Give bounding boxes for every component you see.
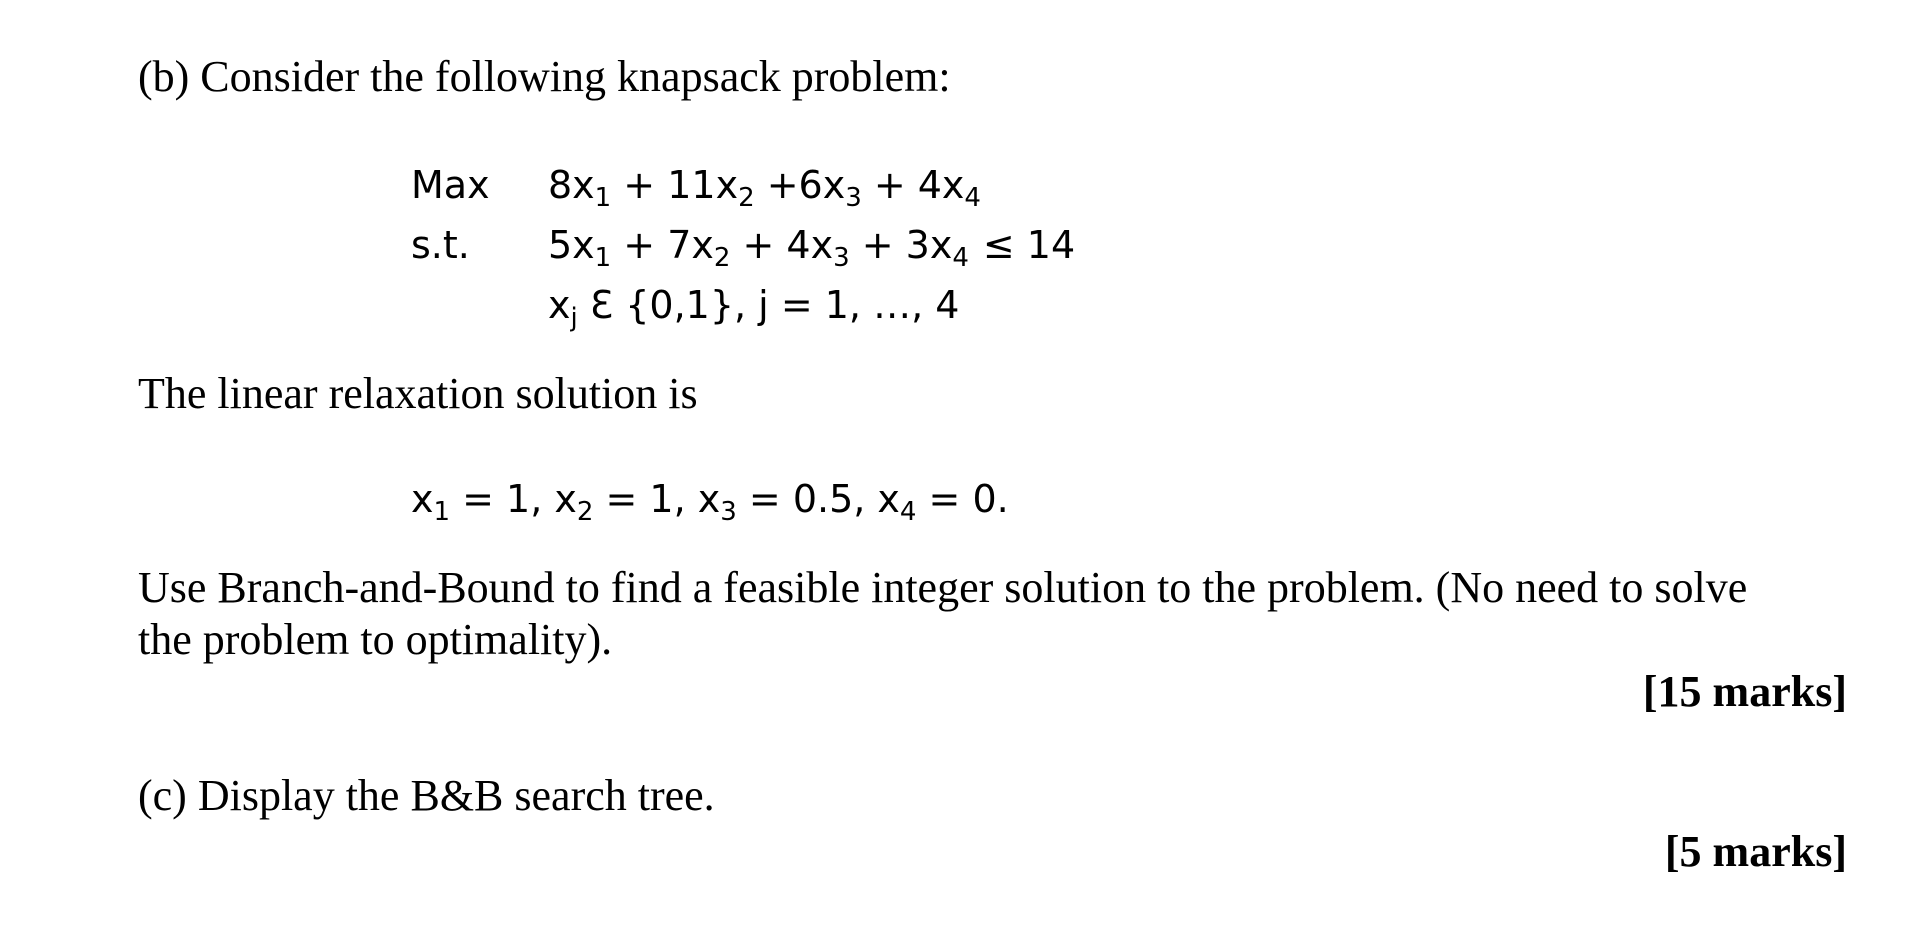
relaxation-intro: The linear relaxation solution is — [138, 369, 698, 418]
constraint-label: s.t. — [411, 223, 470, 267]
part-c-heading: (c) Display the B&B search tree. — [138, 771, 715, 820]
instruction-line-2: the problem to optimality). — [138, 615, 613, 664]
constraint-term: + $7x_2$ — [611, 223, 731, 273]
objective-label: Max — [411, 163, 490, 207]
constraint-term: $5x_1$ — [548, 223, 612, 273]
solution-term: $x_1 = 1$, — [411, 477, 555, 527]
constraint-term: + $3x_4$ — [849, 223, 969, 273]
objective-term: $8x_1$ — [548, 163, 612, 213]
relaxation-solution — [411, 477, 1009, 527]
variable-domain: $x_j$ Ɛ {0,1}, j = 1, …, 4 — [548, 283, 960, 333]
marks-part-c: [5 marks] — [1664, 827, 1847, 876]
marks-part-b: [15 marks] — [1642, 667, 1847, 716]
constraint-rhs: ≤ 14 — [982, 223, 1076, 267]
objective-function — [548, 163, 981, 213]
part-b-heading: (b) Consider the following knapsack problem: — [138, 52, 951, 101]
solution-term: $x_3 = 0.5$, — [697, 477, 878, 527]
solution-term: $x_2 = 1$, — [554, 477, 698, 527]
solution-term: $x_4 = 0$. — [877, 477, 1009, 527]
instruction-line-1: Use Branch-and-Bound to find a feasible integer solution to the problem. (No need to solve — [138, 563, 1748, 612]
constraint-term: + $4x_3$ — [730, 223, 850, 273]
objective-term: + $11x_2$ — [611, 163, 755, 213]
capacity-constraint — [548, 223, 1076, 273]
objective-term: + $4x_4$ — [861, 163, 981, 213]
objective-term: $+6x_3$ — [754, 163, 862, 213]
